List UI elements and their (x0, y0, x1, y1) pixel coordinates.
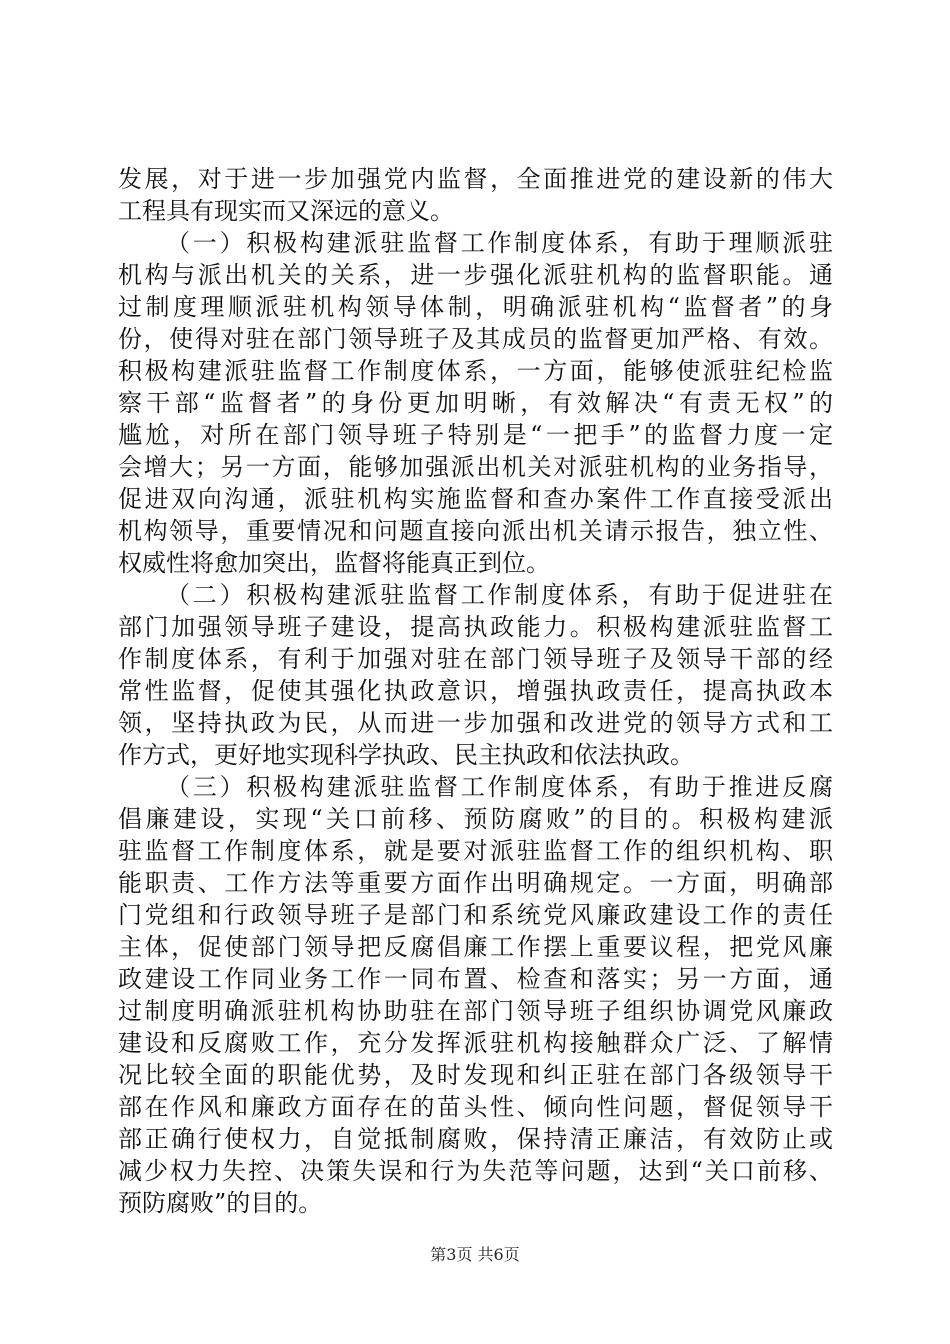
text-line: 工程具有现实而又深远的意义。 (118, 197, 454, 225)
text-line: 门党组和行政领导班子是部门和系统党风廉政建设工作的责任 (118, 901, 833, 929)
text-line: （三）积极构建派驻监督工作制度体系，有助于推进反腐 (166, 773, 833, 801)
text-line: 作制度体系，有利于加强对驻在部门领导班子及领导干部的经 (118, 645, 833, 673)
text-line: 会增大；另一方面，能够加强派出机关对派驻机构的业务指导， (118, 453, 833, 481)
text-line: 建设和反腐败工作，充分发挥派驻机构接触群众广泛、了解情 (118, 1029, 833, 1057)
text-line: （一）积极构建派驻监督工作制度体系，有助于理顺派驻 (166, 229, 833, 257)
text-line: 发展，对于进一步加强党内监督，全面推进党的建设新的伟大 (118, 165, 833, 193)
paragraph-4 (118, 771, 833, 1219)
text-line: 能职责、工作方法等重要方面作出明确规定。一方面，明确部 (118, 869, 833, 897)
text-line: 过制度理顺派驻机构领导体制，明确派驻机构“监督者”的身 (118, 293, 833, 321)
text-line: 减少权力失控、决策失误和行为失范等问题，达到“关口前移、 (118, 1157, 833, 1185)
paragraph-1 (118, 163, 833, 227)
paragraph-3 (118, 579, 833, 771)
text-line: （二）积极构建派驻监督工作制度体系，有助于促进驻在 (166, 581, 833, 609)
text-line: 主体，促使部门领导把反腐倡廉工作摆上重要议程，把党风廉 (118, 933, 833, 961)
text-line: 尴尬，对所在部门领导班子特别是“一把手”的监督力度一定 (118, 421, 833, 449)
text-line: 部正确行使权力，自觉抵制腐败，保持清正廉洁，有效防止或 (118, 1125, 833, 1153)
text-line: 政建设工作同业务工作一同布置、检查和落实；另一方面，通 (118, 965, 833, 993)
text-line: 权威性将愈加突出，监督将能真正到位。 (118, 549, 550, 577)
text-line: 预防腐败”的目的。 (118, 1189, 323, 1217)
text-line: 况比较全面的职能优势，及时发现和纠正驻在部门各级领导干 (118, 1061, 833, 1089)
text-line: 份，使得对驻在部门领导班子及其成员的监督更加严格、有效。 (118, 325, 833, 353)
text-line: 常性监督，促使其强化执政意识，增强执政责任，提高执政本 (118, 677, 833, 705)
text-line: 促进双向沟通，派驻机构实施监督和查办案件工作直接受派出 (118, 485, 833, 513)
document-body (118, 163, 833, 1219)
text-line: 倡廉建设，实现“关口前移、预防腐败”的目的。积极构建派 (118, 805, 833, 833)
text-line: 作方式，更好地实现科学执政、民主执政和依法执政。 (118, 741, 694, 769)
text-line: 过制度明确派驻机构协助驻在部门领导班子组织协调党风廉政 (118, 997, 833, 1025)
page-number: 第3页 共6页 (430, 1245, 520, 1264)
text-line: 机构领导，重要情况和问题直接向派出机关请示报告，独立性、 (118, 517, 833, 545)
paragraph-2 (118, 227, 833, 579)
text-line: 部在作风和廉政方面存在的苗头性、倾向性问题，督促领导干 (118, 1093, 833, 1121)
text-line: 部门加强领导班子建设，提高执政能力。积极构建派驻监督工 (118, 613, 833, 641)
text-line: 察干部“监督者”的身份更加明晰，有效解决“有责无权”的 (118, 389, 833, 417)
text-line: 积极构建派驻监督工作制度体系，一方面，能够使派驻纪检监 (118, 357, 833, 385)
text-line: 机构与派出机关的关系，进一步强化派驻机构的监督职能。通 (118, 261, 833, 289)
text-line: 领，坚持执政为民，从而进一步加强和改进党的领导方式和工 (118, 709, 833, 737)
text-line: 驻监督工作制度体系，就是要对派驻监督工作的组织机构、职 (118, 837, 833, 865)
